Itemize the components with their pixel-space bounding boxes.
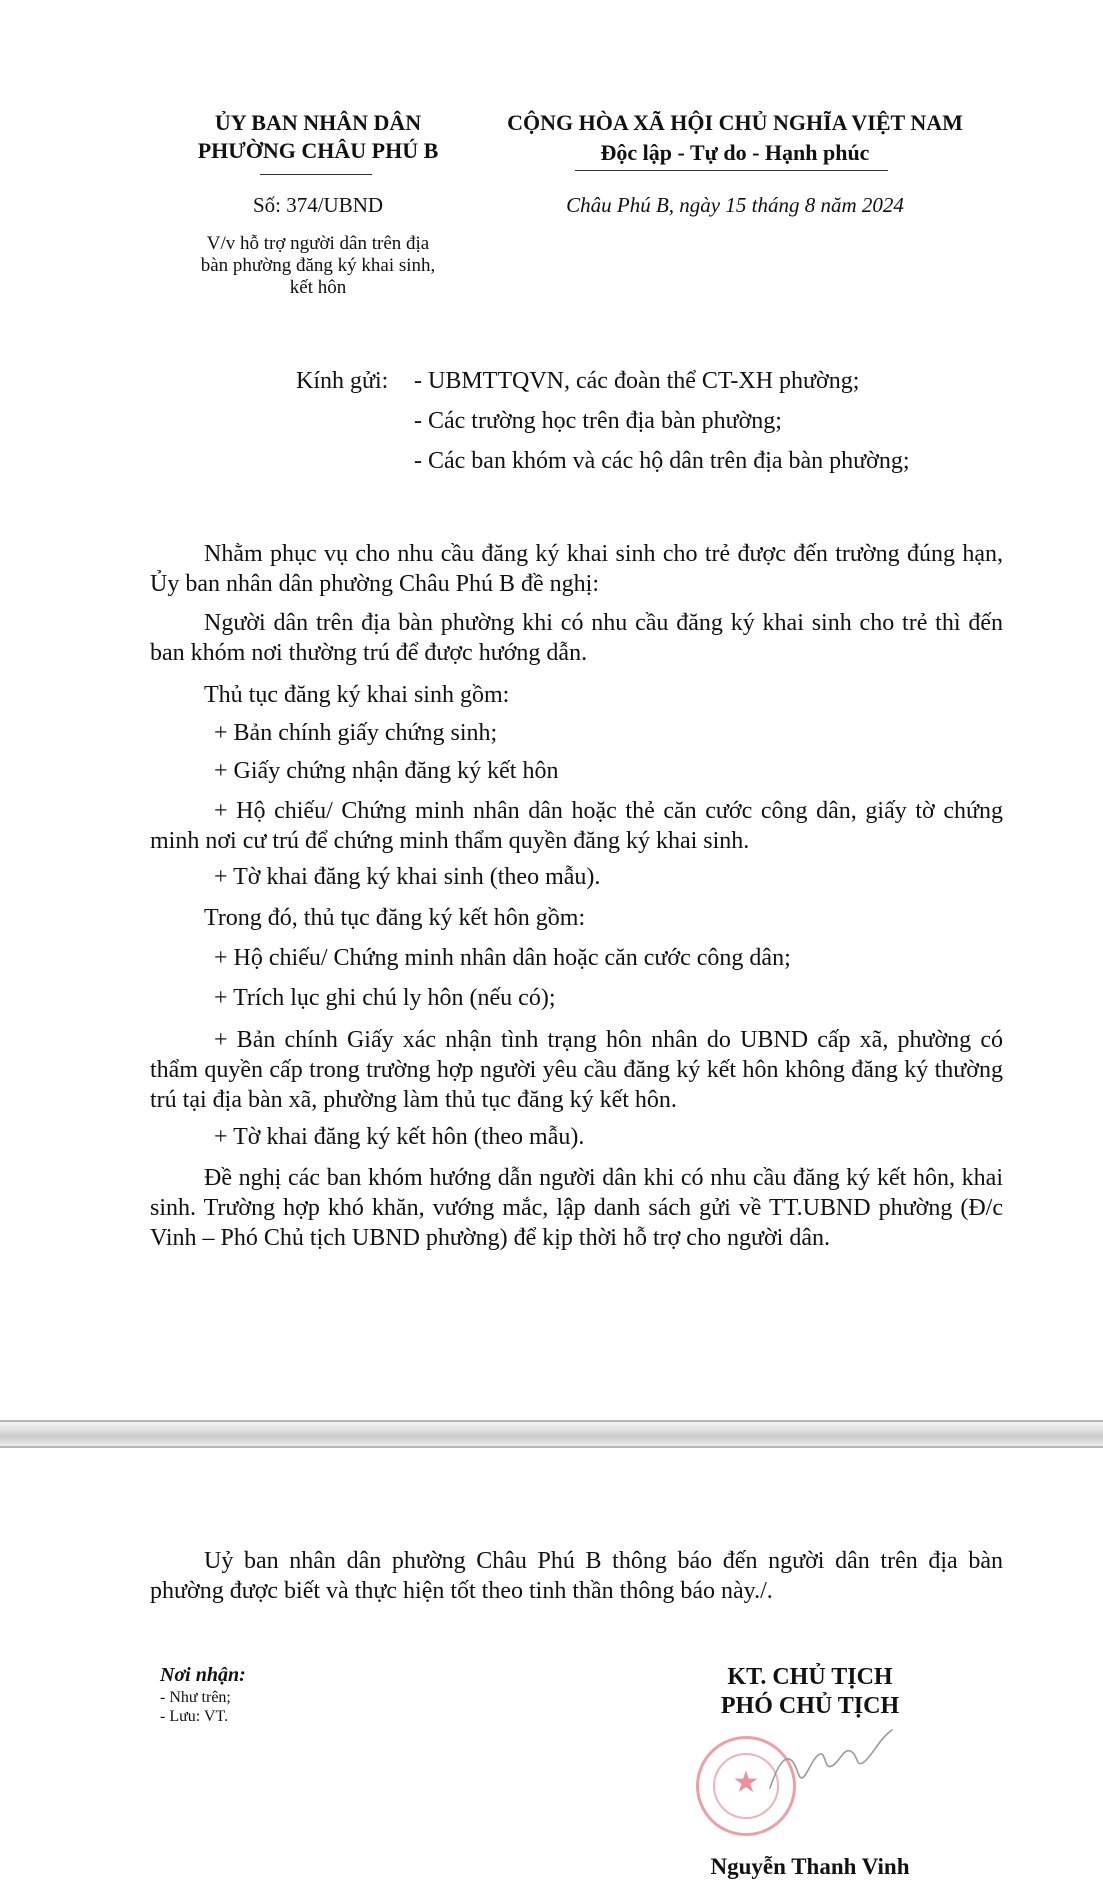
recipients-label: Kính gửi: [296,368,389,394]
subject-line: bàn phường đăng ký khai sinh, [200,255,436,276]
authority-underline [260,174,372,175]
signer-name: Nguyễn Thanh Vinh [710,1854,910,1879]
recipient-item: - Các ban khóm và các hộ dân trên địa bàn phường; [414,448,910,474]
national-title: CỘNG HÒA XÃ HỘI CHỦ NGHĨA VIỆT NAM [507,110,963,135]
birth-procedure-item: + Bản chính giấy chứng sinh; [214,720,498,746]
document-subject [148,233,488,299]
birth-procedure-item: + Giấy chứng nhận đăng ký kết hôn [214,758,559,784]
page-divider-bottom [0,1446,1103,1448]
closing-paragraph: Uỷ ban nhân dân phường Châu Phú B thông báo đến người dân trên địa bàn phường được biết và thực hiện tốt theo tinh thần thông báo này./. [150,1548,1003,1604]
document-number: Số: 374/UBND [252,193,384,217]
marriage-procedure-title: Trong đó, thủ tục đăng ký kết hôn gồm: [204,905,586,931]
subject-line: V/v hỗ trợ người dân trên địa [206,233,430,254]
page-break [0,1422,1103,1446]
recipients-footer-item: - Như trên; [160,1689,231,1706]
intro-paragraph: Nhằm phục vụ cho nhu cầu đăng ký khai sinh cho trẻ được đến trường đúng hạn, Ủy ban nhân dân phường Châu Phú B đề nghị: [150,541,1003,597]
recipients-footer-title: Nơi nhận: [160,1664,246,1686]
recipient-item: - Các trường học trên địa bàn phường; [414,408,782,434]
birth-procedure-item: + Tờ khai đăng ký khai sinh (theo mẫu). [214,864,601,890]
birth-procedure-title: Thủ tục đăng ký khai sinh gồm: [204,682,510,708]
marriage-procedure-item: + Bản chính Giấy xác nhận tình trạng hôn nhân do UBND cấp xã, phường có thẩm quyền cấp trong trường hợp người yêu cầu đăng ký kết hôn không đăng ký thường trú tại địa bàn xã, phường làm thủ tục đăng ký kết hôn. [150,1027,1003,1113]
place-and-date: Châu Phú B, ngày 15 tháng 8 năm 2024 [566,193,904,217]
issuing-authority-line2: PHƯỜNG CHÂU PHÚ B [197,138,439,163]
subject-line: kết hôn [289,277,347,298]
recipients-footer-list [160,1688,231,1726]
marriage-procedure-item: + Tờ khai đăng ký kết hôn (theo mẫu). [214,1124,585,1150]
recipient-item: - UBMTTQVN, các đoàn thể CT-XH phường; [414,368,860,394]
instruction-paragraph: Người dân trên địa bàn phường khi có nhu cầu đăng ký khai sinh cho trẻ thì đến ban khóm nơi thường trú để được hướng dẫn. [150,610,1003,666]
handwritten-signature [760,1718,900,1808]
request-paragraph: Đề nghị các ban khóm hướng dẫn người dân khi có nhu cầu đăng ký kết hôn, khai sinh. Trường hợp khó khăn, vướng mắc, lập danh sách gửi về TT.UBND phường (Đ/c Vinh – Phó Chủ tịch UBND phường) để kịp thời hỗ trợ cho người dân. [150,1165,1003,1251]
national-motto: Độc lập - Tự do - Hạnh phúc [600,140,870,165]
marriage-procedure-item: + Trích lục ghi chú ly hôn (nếu có); [214,985,556,1011]
recipients-footer-item: - Lưu: VT. [160,1708,229,1725]
star-emblem-icon: ★ [732,1765,760,1800]
marriage-procedure-item: + Hộ chiếu/ Chứng minh nhân dân hoặc căn cước công dân; [214,945,791,971]
sign-authority-line1: KT. CHỦ TỊCH [727,1664,893,1690]
birth-procedure-item: + Hộ chiếu/ Chứng minh nhân dân hoặc thẻ căn cước công dân, giấy tờ chứng minh nơi cư trú để chứng minh thẩm quyền đăng ký khai sinh. [150,798,1003,854]
sign-authority-line2: PHÓ CHỦ TỊCH [720,1693,900,1719]
issuing-authority-line1: ỦY BAN NHÂN DÂN [214,110,422,135]
motto-underline [575,170,888,171]
